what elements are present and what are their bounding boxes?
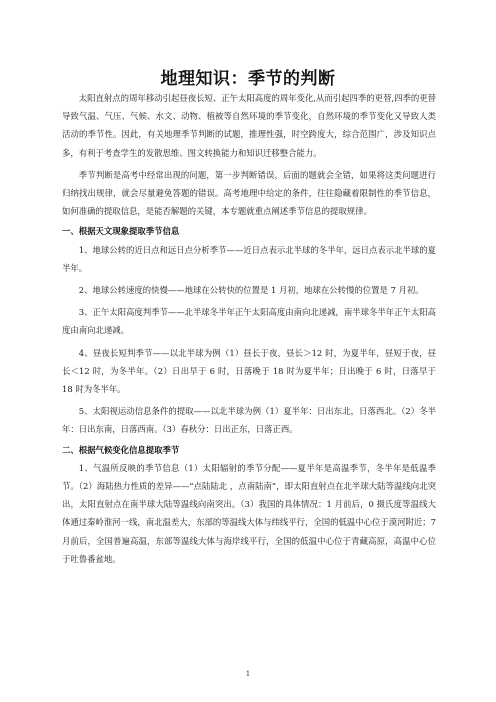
intro-paragraph: 季节判断是高考中经常出现的问题，第一步判断错误，后面的题就会全错，如果将这类问题进行归纳找出规律，就会尽量避免答题的错误。高考地理中给定的条件，往往隐藏着限制性的季节信息，如何准确的提取信息，是能否解题的关键，本专题就重点阐述季节信息的提取规律。 xyxy=(62,169,436,217)
document-body xyxy=(62,89,436,568)
section-heading: 二、根据气候变化信息提取季节 xyxy=(62,444,180,455)
page-number: 1 xyxy=(245,670,251,678)
section-paragraph: 1、气温所反映的季节信息（1）太阳辐射的季节分配——夏半年是高温季节，冬半年是低温季节。（2）海陆热力性质的差异——“点陆陆北 ，点南陆南”，即太阳直射点在北半球大陆等温线向北突出，太阳直射点在南半球大陆等温线向南突出。（3）我国的具体情况：1 月前后，0 摄氏度等温线大体通过秦岭淮河一线，南北温差大，东部的等温线大体与纬线平行，全国的低温中心位于漠河附近；7 月前后，全国普遍高温，东部等温线大体与海岸线平行，全国的低温中心位于青藏高原，高温中心位于吐鲁番盆地。 xyxy=(62,462,436,564)
section-paragraph: 2、地球公转速度的快慢——地球在公转快的位置是 1 月初，地球在公转慢的位置是 7 月初。 xyxy=(78,285,424,296)
section-paragraph: 1、地球公转的近日点和远日点分析季节——近日点表示北半球的冬半年，远日点表示北半球的夏半年。 xyxy=(62,244,436,273)
section-heading: 一、根据天文现象提取季节信息 xyxy=(62,226,180,237)
section-paragraph: 4、昼夜长短判季节——以北半球为例（1）昼长于夜，昼长＞12 时，为夏半年，昼短于夜，昼长＜12 时，为冬半年。（2）日出早于 6 时，日落晚于 18 时为夏半年；日出晚于 6 时，日落早于 18 时为冬半年。 xyxy=(62,347,436,395)
section-paragraph: 3、正午太阳高度判季节——北半球冬半年正午太阳高度由南向北递减，南半球冬半年正午太阳高度由南向北递减。 xyxy=(62,307,436,336)
section-paragraph: 5、太阳视运动信息条件的提取——以北半球为例（1）夏半年：日出东北，日落西北。（2）冬半年：日出东南，日落西南。（3）春秋分：日出正东，日落正西。 xyxy=(62,406,436,435)
page-title: 地理知识：季节的判断 xyxy=(160,69,336,89)
intro-paragraph: 太阳直射点的周年移动引起昼夜长短、正午太阳高度的周年变化,从而引起四季的更替,四季的更替导致气温、气压、气候、水文、动物、植被等自然环境的季节变化，自然环境的季节变化又导致人类活动的季节性。因此，有关地理季节判断的试题，推理性强，时空跨度大，综合范围广，涉及知识点多，有利于考查学生的发散思维、图文转换能力和知识迁移整合能力。 xyxy=(62,93,436,158)
